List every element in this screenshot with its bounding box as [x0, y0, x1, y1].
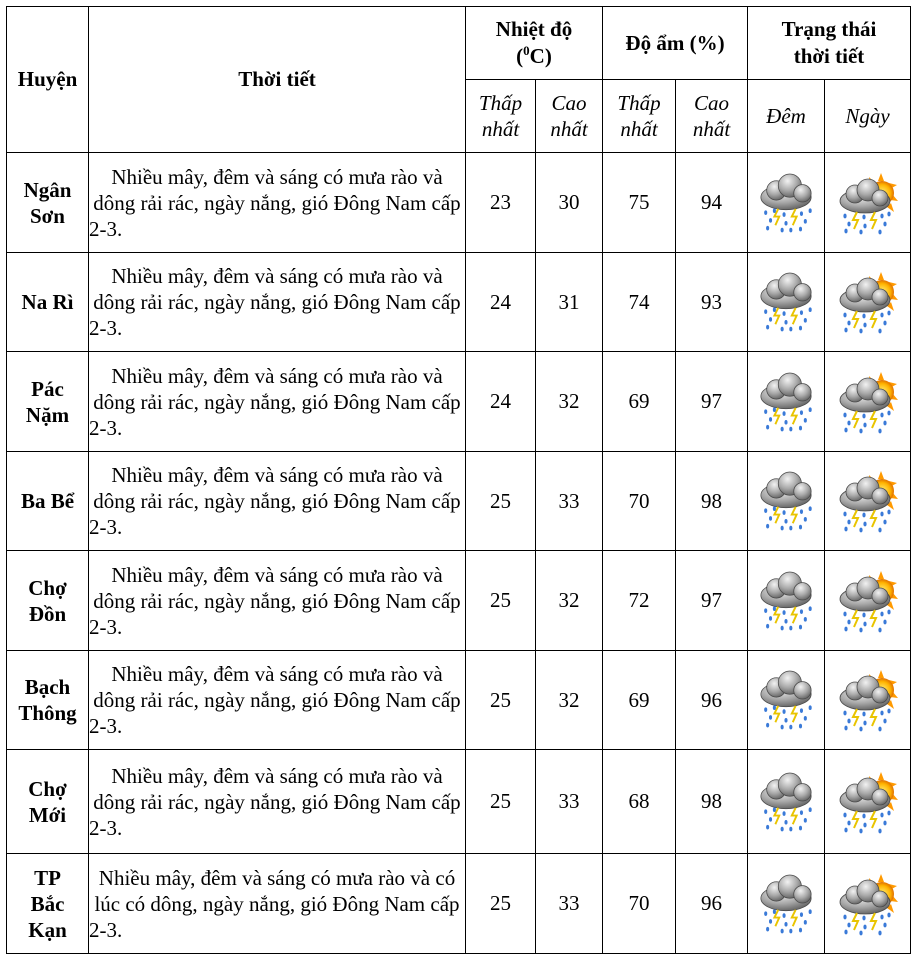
night-weather-cell [748, 750, 825, 854]
cloud-rain-thunder-icon [757, 470, 815, 532]
sun-cloud-rain-thunder-icon [837, 770, 899, 834]
table-row [7, 352, 911, 452]
header-weather: Thời tiết [89, 7, 466, 153]
header-district: Huyện [7, 7, 89, 153]
humidity-min: 70 [603, 854, 676, 954]
district-name: Pác Nặm [7, 352, 89, 452]
sun-cloud-rain-thunder-icon [837, 872, 899, 936]
night-weather-cell [748, 551, 825, 651]
temp-min: 24 [466, 352, 536, 452]
humidity-min: 69 [603, 651, 676, 750]
header-humidity-high: Cao nhất [676, 80, 748, 153]
temp-min: 25 [466, 551, 536, 651]
temp-max: 32 [536, 551, 603, 651]
temp-max: 33 [536, 452, 603, 551]
table-row [7, 854, 911, 954]
humidity-min: 68 [603, 750, 676, 854]
night-weather-cell [748, 352, 825, 452]
header-weather-status: Trạng thái thời tiết [748, 7, 911, 80]
table-row [7, 750, 911, 854]
header-temp-high: Cao nhất [536, 80, 603, 153]
header-day: Ngày [825, 80, 911, 153]
weather-description: Nhiều mây, đêm và sáng có mưa rào và dông rải rác, ngày nắng, gió Đông Nam cấp 2-3. [89, 750, 466, 854]
header-humidity: Độ ẩm (%) [603, 7, 748, 80]
humidity-max: 96 [676, 651, 748, 750]
night-weather-cell [748, 854, 825, 954]
cloud-rain-thunder-icon [757, 570, 815, 632]
weather-description: Nhiều mây, đêm và sáng có mưa rào và dông rải rác, ngày nắng, gió Đông Nam cấp 2-3. [89, 551, 466, 651]
weather-description: Nhiều mây, đêm và sáng có mưa rào và có lúc có dông, ngày nắng, gió Đông Nam cấp 2-3. [89, 854, 466, 954]
weather-forecast-table [6, 6, 911, 954]
temp-max: 32 [536, 352, 603, 452]
day-weather-cell [825, 551, 911, 651]
day-weather-cell [825, 153, 911, 253]
temp-min: 25 [466, 651, 536, 750]
temp-min: 25 [466, 452, 536, 551]
table-row [7, 253, 911, 352]
night-weather-cell [748, 651, 825, 750]
humidity-min: 70 [603, 452, 676, 551]
humidity-max: 93 [676, 253, 748, 352]
table-row [7, 551, 911, 651]
weather-description: Nhiều mây, đêm và sáng có mưa rào và dông rải rác, ngày nắng, gió Đông Nam cấp 2-3. [89, 352, 466, 452]
district-name: Ba Bể [7, 452, 89, 551]
district-name: TP Bắc Kạn [7, 854, 89, 954]
cloud-rain-thunder-icon [757, 873, 815, 935]
temp-max: 33 [536, 750, 603, 854]
temp-max: 32 [536, 651, 603, 750]
day-weather-cell [825, 452, 911, 551]
cloud-rain-thunder-icon [757, 771, 815, 833]
weather-description: Nhiều mây, đêm và sáng có mưa rào và dông rải rác, ngày nắng, gió Đông Nam cấp 2-3. [89, 651, 466, 750]
humidity-min: 75 [603, 153, 676, 253]
humidity-max: 94 [676, 153, 748, 253]
table-row [7, 452, 911, 551]
sun-cloud-rain-thunder-icon [837, 171, 899, 235]
district-name: Chợ Mới [7, 750, 89, 854]
day-weather-cell [825, 253, 911, 352]
temp-max: 31 [536, 253, 603, 352]
humidity-max: 97 [676, 551, 748, 651]
sun-cloud-rain-thunder-icon [837, 569, 899, 633]
day-weather-cell [825, 651, 911, 750]
temp-min: 24 [466, 253, 536, 352]
district-name: Na Rì [7, 253, 89, 352]
night-weather-cell [748, 452, 825, 551]
humidity-min: 74 [603, 253, 676, 352]
cloud-rain-thunder-icon [757, 172, 815, 234]
sun-cloud-rain-thunder-icon [837, 668, 899, 732]
weather-description: Nhiều mây, đêm và sáng có mưa rào và dông rải rác, ngày nắng, gió Đông Nam cấp 2-3. [89, 153, 466, 253]
day-weather-cell [825, 854, 911, 954]
header-humidity-low: Thấp nhất [603, 80, 676, 153]
district-name: Chợ Đồn [7, 551, 89, 651]
cloud-rain-thunder-icon [757, 371, 815, 433]
day-weather-cell [825, 352, 911, 452]
humidity-min: 69 [603, 352, 676, 452]
table-row [7, 651, 911, 750]
weather-description: Nhiều mây, đêm và sáng có mưa rào và dông rải rác, ngày nắng, gió Đông Nam cấp 2-3. [89, 452, 466, 551]
header-temperature: Nhiệt độ ($^0$C) [466, 7, 603, 80]
humidity-max: 97 [676, 352, 748, 452]
header-temp-low: Thấp nhất [466, 80, 536, 153]
humidity-min: 72 [603, 551, 676, 651]
sun-cloud-rain-thunder-icon [837, 469, 899, 533]
temp-min: 23 [466, 153, 536, 253]
table-row [7, 153, 911, 253]
temp-min: 25 [466, 854, 536, 954]
humidity-max: 98 [676, 750, 748, 854]
temp-max: 30 [536, 153, 603, 253]
humidity-max: 96 [676, 854, 748, 954]
temp-max: 33 [536, 854, 603, 954]
cloud-rain-thunder-icon [757, 669, 815, 731]
sun-cloud-rain-thunder-icon [837, 270, 899, 334]
weather-description: Nhiều mây, đêm và sáng có mưa rào và dông rải rác, ngày nắng, gió Đông Nam cấp 2-3. [89, 253, 466, 352]
humidity-max: 98 [676, 452, 748, 551]
cloud-rain-thunder-icon [757, 271, 815, 333]
temp-min: 25 [466, 750, 536, 854]
night-weather-cell [748, 253, 825, 352]
district-name: Ngân Sơn [7, 153, 89, 253]
night-weather-cell [748, 153, 825, 253]
day-weather-cell [825, 750, 911, 854]
header-night: Đêm [748, 80, 825, 153]
sun-cloud-rain-thunder-icon [837, 370, 899, 434]
district-name: Bạch Thông [7, 651, 89, 750]
